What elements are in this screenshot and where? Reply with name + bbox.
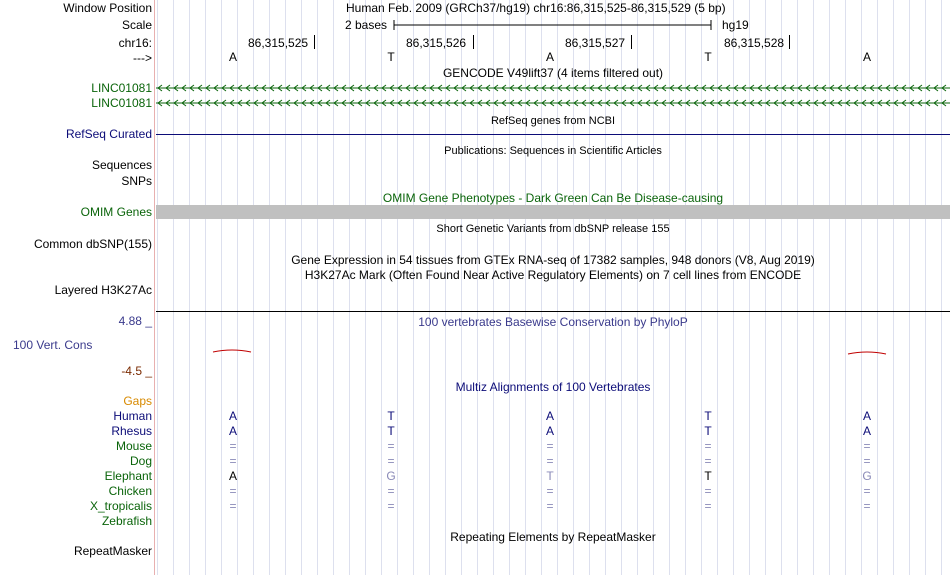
repeat-track-label[interactable]: RepeatMasker (73, 544, 152, 558)
position-tick (631, 35, 632, 49)
aligned-base: T (546, 469, 554, 483)
scale-assembly: hg19 (722, 18, 749, 32)
species-label[interactable]: Rhesus (111, 424, 152, 438)
gencode-gene-label[interactable]: LINC01081 (91, 81, 152, 95)
position-label-1: 86,315,525 (248, 36, 309, 50)
gencode-gene-feature[interactable] (156, 97, 950, 109)
aligned-base: = (229, 454, 237, 468)
aligned-base: = (546, 454, 554, 468)
aligned-base: T (704, 424, 712, 438)
species-label[interactable]: Elephant (104, 469, 152, 483)
aligned-base: T (387, 424, 395, 438)
aligned-base: = (229, 439, 237, 453)
h3k27-track-title[interactable]: H3K27Ac Mark (Often Found Near Active Regulatory Elements) on 7 cell lines from ENCODE (304, 268, 802, 282)
position-tick (789, 35, 790, 49)
aligned-base: G (862, 469, 872, 483)
species-label[interactable]: Human (113, 409, 152, 423)
aligned-base: = (704, 454, 712, 468)
species-label[interactable]: Zebrafish (101, 514, 152, 528)
cons-track-title[interactable]: 100 vertebrates Basewise Conservation by PhyloP (418, 315, 688, 329)
strand-label: ---> (133, 51, 152, 65)
gaps-label: Gaps (123, 394, 152, 408)
aligned-base: A (228, 424, 237, 438)
window-position-value: Human Feb. 2009 (GRCh37/hg19) chr16:86,315,525-86,315,529 (5 bp) (346, 1, 726, 15)
species-label[interactable]: X_tropicalis (89, 499, 152, 513)
cons-signal (156, 345, 950, 359)
aligned-base: T (704, 469, 712, 483)
aligned-base: = (863, 484, 871, 498)
dbsnp-track-title[interactable]: Short Genetic Variants from dbSNP release 155 (436, 223, 670, 235)
gencode-gene-feature[interactable] (156, 82, 950, 94)
scale-label: Scale (121, 18, 152, 32)
aligned-base: = (387, 499, 395, 513)
label-separator (154, 0, 155, 575)
aligned-base: = (546, 439, 554, 453)
aligned-base: A (545, 424, 554, 438)
h3k27-track-label[interactable]: Layered H3K27Ac (54, 283, 152, 297)
refseq-track-title[interactable]: RefSeq genes from NCBI (490, 115, 616, 127)
aligned-base: = (229, 499, 237, 513)
ref-base: A (228, 50, 237, 64)
aligned-base: A (545, 409, 554, 423)
multiz-track-title[interactable]: Multiz Alignments of 100 Vertebrates (455, 380, 651, 394)
aligned-base: = (704, 439, 712, 453)
aligned-base: = (863, 499, 871, 513)
position-tick (473, 35, 474, 49)
window-position-label: Window Position (63, 1, 152, 15)
species-label[interactable]: Dog (129, 454, 152, 468)
omim-track-label[interactable]: OMIM Genes (80, 205, 152, 219)
aligned-base: A (862, 424, 871, 438)
species-label[interactable]: Chicken (108, 484, 152, 498)
aligned-base: = (704, 484, 712, 498)
cons-max-label: 4.88 _ (118, 314, 152, 328)
aligned-base: = (387, 484, 395, 498)
omim-feature-bar[interactable] (156, 205, 950, 219)
omim-track-title[interactable]: OMIM Gene Phenotypes - Dark Green Can Be Disease-causing (382, 191, 724, 205)
aligned-base: G (386, 469, 396, 483)
chrom-label: chr16: (118, 36, 152, 50)
aligned-base: = (546, 484, 554, 498)
gtex-track-title[interactable]: Gene Expression in 54 tissues from GTEx RNA-seq of 17382 samples, 948 donors (V8, Aug 2019) (291, 253, 815, 267)
aligned-base: A (862, 409, 871, 423)
aligned-base: = (229, 484, 237, 498)
gencode-gene-label[interactable]: LINC01081 (91, 96, 152, 110)
pubs-track-title[interactable]: Publications: Sequences in Scientific Articles (444, 145, 662, 157)
aligned-base: T (704, 409, 712, 423)
aligned-base: = (863, 439, 871, 453)
aligned-base: = (863, 454, 871, 468)
ref-base: T (704, 50, 712, 64)
aligned-base: A (228, 409, 237, 423)
ref-base: A (545, 50, 554, 64)
ref-base: T (387, 50, 395, 64)
aligned-base: = (387, 439, 395, 453)
scale-bar (393, 18, 715, 32)
sequences-track-label[interactable]: Sequences (91, 158, 152, 172)
h3k27-baseline (156, 311, 950, 312)
species-label[interactable]: Mouse (115, 439, 152, 453)
position-label-4: 86,315,528 (724, 36, 785, 50)
repeat-track-title[interactable]: Repeating Elements by RepeatMasker (450, 530, 656, 544)
dbsnp-track-label[interactable]: Common dbSNP(155) (33, 237, 152, 251)
cons-track-label[interactable]: 100 Vert. Cons (13, 338, 93, 352)
aligned-base: = (704, 499, 712, 513)
cons-min-label: -4.5 _ (121, 364, 152, 378)
gencode-track-title[interactable]: GENCODE V49lift37 (4 items filtered out) (442, 66, 664, 80)
position-tick (314, 35, 315, 49)
aligned-base: T (387, 409, 395, 423)
position-label-2: 86,315,526 (406, 36, 467, 50)
aligned-base: = (387, 454, 395, 468)
aligned-base: A (228, 469, 237, 483)
snps-track-label[interactable]: SNPs (121, 174, 152, 188)
refseq-gene-line[interactable] (156, 134, 950, 135)
aligned-base: = (546, 499, 554, 513)
ref-base: A (862, 50, 871, 64)
position-label-3: 86,315,527 (565, 36, 626, 50)
scale-text: 2 bases (345, 18, 388, 32)
refseq-track-label[interactable]: RefSeq Curated (65, 127, 152, 141)
